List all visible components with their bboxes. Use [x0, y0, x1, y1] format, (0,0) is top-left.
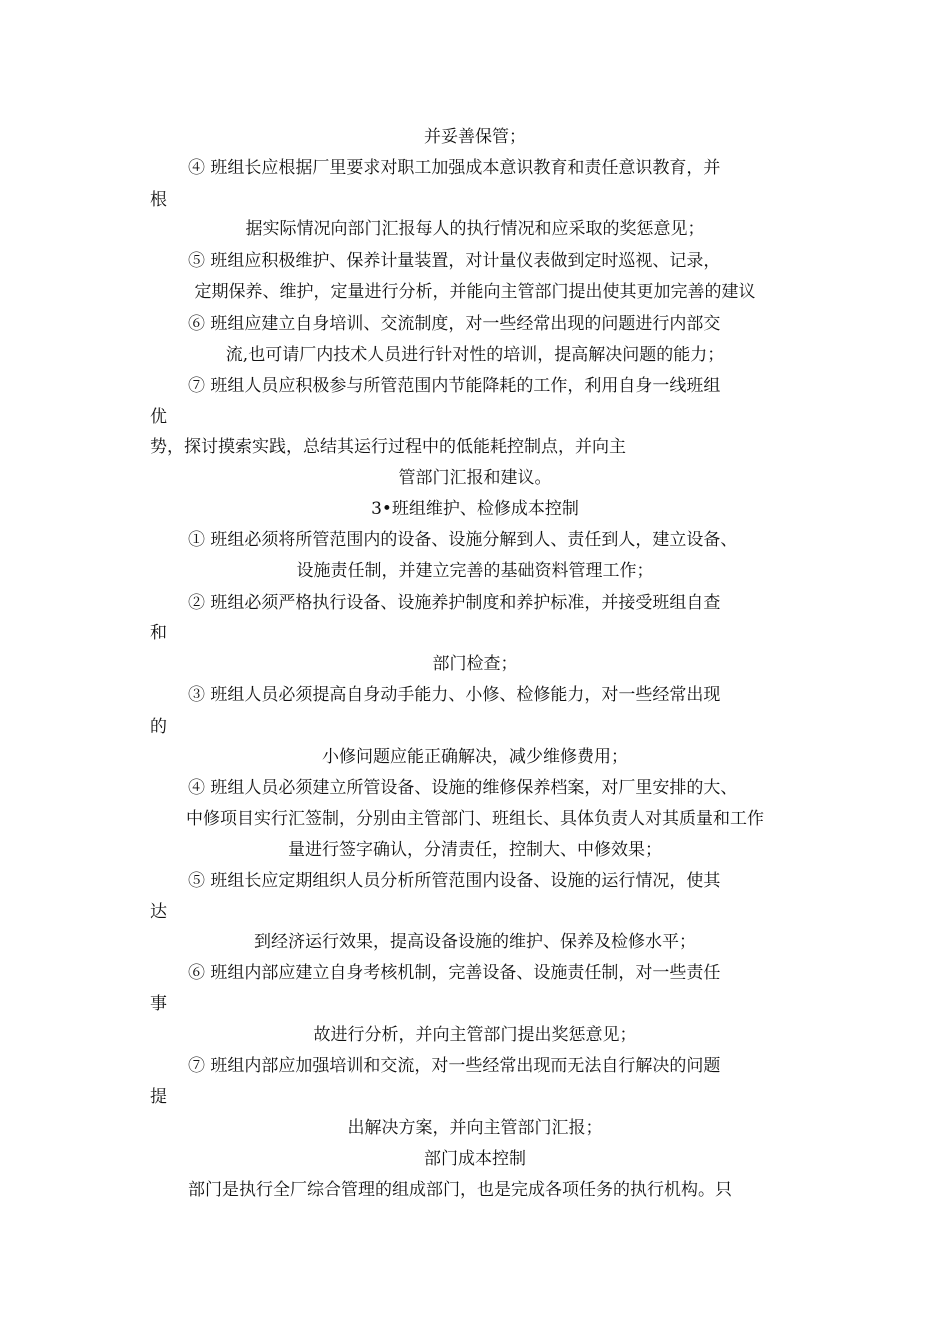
text-line: 中修项目实行汇签制，分别由主管部门、班组长、具体负责人对其质量和工作 — [186, 809, 764, 829]
text-line: ⑥ 班组内部应建立自身考核机制，完善设备、设施责任制，对一些责任 — [188, 963, 721, 983]
text-line: ⑥ 班组应建立自身培训、交流制度，对一些经常出现的问题进行内部交 — [188, 314, 721, 334]
text-line: ⑤ 班组长应定期组织人员分析所管范围内设备、设施的运行情况，使其 — [188, 871, 721, 891]
text-line: 的 — [150, 717, 167, 737]
text-line: ⑦ 班组内部应加强培训和交流，对一些经常出现而无法自行解决的问题 — [188, 1056, 721, 1076]
text-line: 优 — [150, 407, 167, 427]
text-line: 和 — [150, 623, 167, 643]
text-line: 小修问题应能正确解决，减少维修费用； — [322, 747, 628, 767]
text-line: 管部门汇报和建议。 — [398, 468, 552, 488]
text-line: ⑦ 班组人员应积极参与所管范围内节能降耗的工作，利用自身一线班组 — [188, 376, 721, 396]
text-line: 达 — [150, 902, 167, 922]
text-line: ⑤ 班组应积极维护、保养计量装置，对计量仪表做到定时巡视、记录， — [188, 251, 721, 271]
text-line: 定期保养、维护，定量进行分析，并能向主管部门提出使其更加完善的建议 — [194, 282, 756, 302]
text-line: 提 — [150, 1087, 167, 1107]
text-line: 势，探讨摸索实践，总结其运行过程中的低能耗控制点，并向主 — [150, 437, 626, 457]
text-line: 事 — [150, 994, 167, 1014]
text-line: 部门检查； — [432, 654, 518, 674]
text-line: 部门是执行全厂综合管理的组成部门，也是完成各项任务的执行机构。只 — [188, 1180, 732, 1200]
text-line: 到经济运行效果，提高设备设施的维护、保养及检修水平； — [254, 932, 696, 952]
text-line: 根 — [150, 190, 167, 210]
text-line: 据实际情况向部门汇报每人的执行情况和应采取的奖惩意见； — [245, 219, 705, 239]
text-line: 量进行签字确认，分清责任，控制大、中修效果； — [288, 840, 662, 860]
text-line: ① 班组必须将所管范围内的设备、设施分解到人、责任到人，建立设备、 — [188, 530, 738, 550]
text-line: ④ 班组人员必须建立所管设备、设施的维修保养档案，对厂里安排的大、 — [188, 778, 738, 798]
text-line: ② 班组必须严格执行设备、设施养护制度和养护标准，并接受班组自查 — [188, 593, 721, 613]
text-line: 并妥善保管； — [424, 127, 526, 147]
text-line: ③ 班组人员必须提高自身动手能力、小修、检修能力，对一些经常出现 — [188, 685, 721, 705]
text-line: 故进行分析，并向主管部门提出奖惩意见； — [313, 1025, 637, 1045]
section-heading: 3•班组维护、检修成本控制 — [371, 499, 579, 519]
text-line: 出解决方案，并向主管部门汇报； — [347, 1118, 603, 1138]
text-line: ④ 班组长应根据厂里要求对职工加强成本意识教育和责任意识教育，并 — [188, 158, 721, 178]
text-line: 流,也可请厂内技术人员进行针对性的培训，提高解决问题的能力； — [225, 345, 725, 365]
section-heading: 部门成本控制 — [424, 1149, 526, 1169]
text-line: 设施责任制，并建立完善的基础资料管理工作； — [296, 561, 654, 581]
